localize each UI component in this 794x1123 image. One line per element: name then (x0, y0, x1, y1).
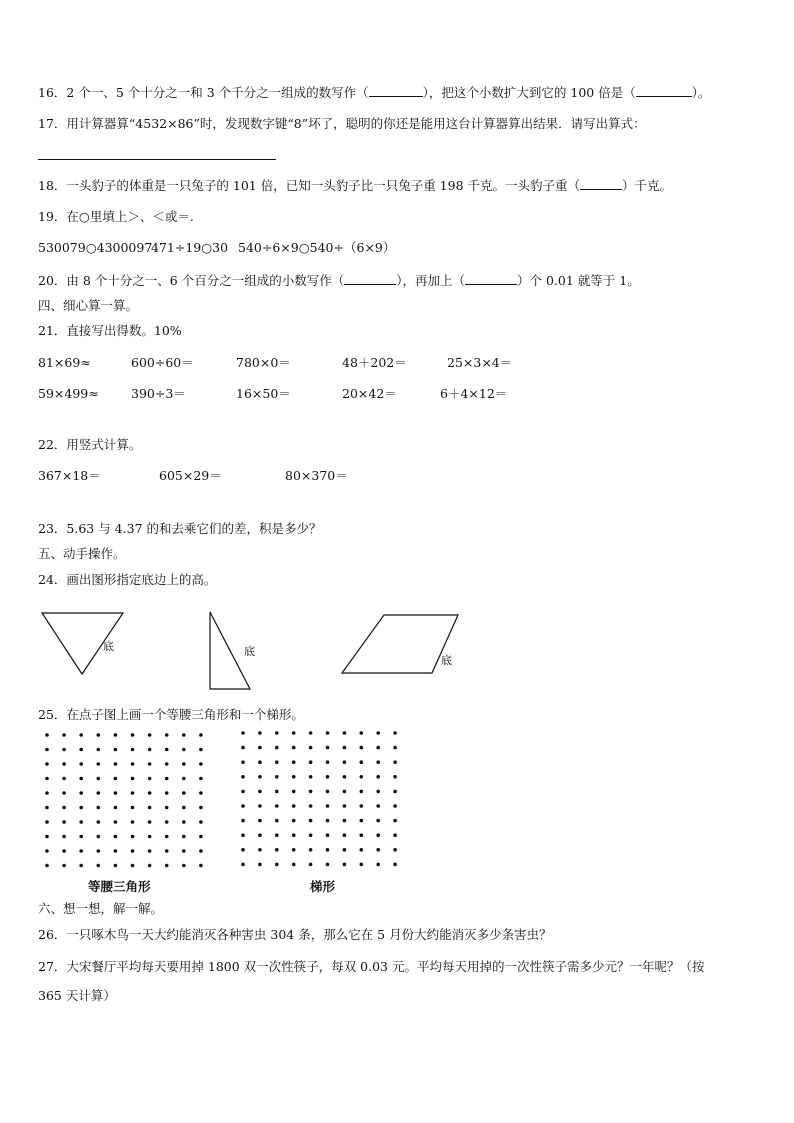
grid-dot[interactable] (275, 760, 279, 764)
grid-dot[interactable] (326, 848, 330, 852)
grid-dot[interactable] (292, 804, 296, 808)
grid-dot[interactable] (165, 806, 169, 810)
grid-dot[interactable] (131, 748, 135, 752)
grid-dot[interactable] (326, 790, 330, 794)
calc-item: 48＋202＝ (342, 355, 407, 370)
q19-item: 471÷19○30 (151, 240, 229, 255)
grid-dot[interactable] (393, 760, 397, 764)
grid-dot[interactable] (360, 863, 364, 867)
grid-dot[interactable] (258, 863, 262, 867)
grid-dot[interactable] (275, 819, 279, 823)
section-heading: 四、细心算一算。 (38, 298, 139, 313)
grid-dot[interactable] (131, 791, 135, 795)
grid-dot[interactable] (258, 790, 262, 794)
grid-dot[interactable] (62, 864, 66, 868)
grid-dot[interactable] (114, 791, 118, 795)
grid-dot[interactable] (326, 804, 330, 808)
question-24-title: 24．画出图形指定底边上的高。 (38, 572, 217, 587)
grid-dot[interactable] (131, 849, 135, 853)
grid-dot[interactable] (199, 835, 203, 839)
grid-dot[interactable] (199, 733, 203, 737)
grid-dot[interactable] (360, 775, 364, 779)
grid-dot[interactable] (343, 790, 347, 794)
grid-dot[interactable] (79, 864, 83, 868)
grid-dot[interactable] (343, 775, 347, 779)
grid-dot[interactable] (199, 820, 203, 824)
grid-dot[interactable] (165, 849, 169, 853)
grid-dot[interactable] (241, 863, 245, 867)
grid-dot[interactable] (165, 777, 169, 781)
grid-dot[interactable] (114, 762, 118, 766)
grid-dot[interactable] (97, 835, 101, 839)
grid-dot[interactable] (292, 790, 296, 794)
calc-item: 605×29＝ (159, 468, 222, 483)
grid-dot[interactable] (182, 791, 186, 795)
grid-dot[interactable] (165, 820, 169, 824)
grid-dot[interactable] (165, 733, 169, 737)
grid-dot[interactable] (114, 806, 118, 810)
grid-dot[interactable] (275, 804, 279, 808)
grid-dot[interactable] (258, 760, 262, 764)
grid-dot[interactable] (376, 760, 380, 764)
grid-dot[interactable] (292, 746, 296, 750)
grid-dot[interactable] (182, 835, 186, 839)
grid-dot[interactable] (79, 820, 83, 824)
grid-dot[interactable] (275, 848, 279, 852)
grid-dot[interactable] (62, 820, 66, 824)
grid-dot[interactable] (343, 731, 347, 735)
grid-dot[interactable] (343, 848, 347, 852)
grid-dot[interactable] (241, 731, 245, 735)
grid-dot[interactable] (376, 790, 380, 794)
grid-dot[interactable] (343, 819, 347, 823)
grid-dot[interactable] (148, 849, 152, 853)
grid-dot[interactable] (258, 731, 262, 735)
grid-dot[interactable] (114, 864, 118, 868)
grid-dot[interactable] (343, 863, 347, 867)
grid-dot[interactable] (309, 775, 313, 779)
calc-item: 81×69≈ (38, 355, 91, 370)
base-label: 底 (103, 640, 114, 653)
grid-dot[interactable] (79, 791, 83, 795)
question-19-title: 19．在○里填上＞、＜或＝. (38, 209, 194, 224)
q16-text-a: 16．2 个一、5 个十分之一和 3 个千分之一组成的数写作（ (38, 85, 369, 100)
calc-item: 80×370＝ (285, 468, 348, 483)
grid-dot[interactable] (360, 731, 364, 735)
grid-dot[interactable] (376, 775, 380, 779)
q16-text-b: ），把这个小数扩大到它的 100 倍是（ (422, 85, 636, 100)
grid-dot[interactable] (131, 762, 135, 766)
grid-dot[interactable] (258, 804, 262, 808)
grid-dot[interactable] (148, 748, 152, 752)
grid-dot[interactable] (309, 819, 313, 823)
grid-dot[interactable] (97, 733, 101, 737)
grid-dot[interactable] (326, 863, 330, 867)
grid-dot[interactable] (309, 863, 313, 867)
grid-dot[interactable] (326, 819, 330, 823)
grid-dot[interactable] (114, 820, 118, 824)
grid-dot[interactable] (148, 864, 152, 868)
grid-dot[interactable] (131, 733, 135, 737)
grid-dot[interactable] (360, 760, 364, 764)
grid-dot[interactable] (326, 775, 330, 779)
grid-dot[interactable] (79, 835, 83, 839)
q20-text-b: ），再加上（ (396, 273, 465, 288)
grid-dot[interactable] (97, 820, 101, 824)
base-label: 底 (244, 645, 255, 658)
grid-dot[interactable] (131, 820, 135, 824)
grid-dot[interactable] (165, 791, 169, 795)
q20-text-c: ）个 0.01 就等于 1。 (517, 273, 640, 288)
grid-dot[interactable] (199, 748, 203, 752)
q20-text-a: 20．由 8 个十分之一、6 个百分之一组成的小数写作（ (38, 273, 345, 288)
grid-dot[interactable] (97, 791, 101, 795)
grid-dot[interactable] (241, 819, 245, 823)
grid-dot[interactable] (97, 777, 101, 781)
grid-dot[interactable] (393, 819, 397, 823)
question-22-title: 22．用竖式计算。 (38, 437, 142, 452)
grid-dot[interactable] (165, 864, 169, 868)
calc-item: 6＋4×12＝ (440, 386, 508, 401)
grid-dot[interactable] (148, 835, 152, 839)
grid-dot[interactable] (376, 804, 380, 808)
grid-dot[interactable] (62, 849, 66, 853)
grid-dot[interactable] (343, 833, 347, 837)
grid-dot[interactable] (309, 804, 313, 808)
grid-dot[interactable] (241, 833, 245, 837)
grid-dot[interactable] (292, 863, 296, 867)
grid-dot[interactable] (393, 731, 397, 735)
section-heading: 六、想一想，解一解。 (38, 901, 164, 916)
grid-dot[interactable] (360, 819, 364, 823)
grid-dot[interactable] (114, 835, 118, 839)
question-21-title: 21．直接写出得数。10% (38, 323, 182, 338)
grid-dot[interactable] (241, 790, 245, 794)
grid-dot[interactable] (393, 863, 397, 867)
grid-dot[interactable] (182, 777, 186, 781)
grid-dot[interactable] (45, 835, 49, 839)
grid-dot[interactable] (45, 777, 49, 781)
grid-dot[interactable] (376, 833, 380, 837)
grid-dot[interactable] (45, 762, 49, 766)
grid-dot[interactable] (182, 748, 186, 752)
question-23: 23．5.63 与 4.37 的和去乘它们的差，积是多少？ (38, 521, 322, 536)
grid-dot[interactable] (376, 731, 380, 735)
grid-dot[interactable] (79, 733, 83, 737)
grid-dot[interactable] (258, 819, 262, 823)
grid-dot[interactable] (376, 848, 380, 852)
grid-dot[interactable] (292, 731, 296, 735)
grid-dot[interactable] (97, 806, 101, 810)
q16-text-c: ）。 (691, 85, 711, 100)
grid-dot[interactable] (199, 849, 203, 853)
grid-dot[interactable] (182, 864, 186, 868)
question-27-line-2: 365 天计算） (38, 988, 116, 1003)
grid-dot[interactable] (97, 849, 101, 853)
grid-dot[interactable] (275, 775, 279, 779)
grid-dot[interactable] (360, 848, 364, 852)
grid-dot[interactable] (45, 864, 49, 868)
grid-dot[interactable] (309, 833, 313, 837)
grid-dot[interactable] (326, 760, 330, 764)
grid-dot[interactable] (343, 746, 347, 750)
grid-dot[interactable] (148, 820, 152, 824)
grid-dot[interactable] (131, 777, 135, 781)
question-25-title: 25．在点子图上画一个等腰三角形和一个梯形。 (38, 707, 304, 722)
grid-dot[interactable] (292, 833, 296, 837)
grid-dot[interactable] (62, 733, 66, 737)
grid-dot[interactable] (79, 762, 83, 766)
grid-dot[interactable] (393, 833, 397, 837)
grid-dot[interactable] (309, 746, 313, 750)
grid-dot[interactable] (182, 806, 186, 810)
grid-dot[interactable] (97, 762, 101, 766)
q18-text-a: 18．一头豹子的体重是一只兔子的 101 倍，已知一头豹子比一只兔子重 198 千克。一头豹子重（ (38, 178, 581, 193)
grid-dot[interactable] (165, 762, 169, 766)
grid-dot[interactable] (393, 804, 397, 808)
grid-dot[interactable] (131, 806, 135, 810)
grid-dot[interactable] (241, 760, 245, 764)
grid-dot[interactable] (326, 746, 330, 750)
q18-text-b: ）千克。 (622, 178, 673, 193)
grid-dot[interactable] (275, 731, 279, 735)
grid-dot[interactable] (182, 820, 186, 824)
grid-dot[interactable] (309, 790, 313, 794)
grid-dot[interactable] (165, 748, 169, 752)
grid-dot[interactable] (62, 806, 66, 810)
grid-dot[interactable] (360, 804, 364, 808)
grid-dot[interactable] (62, 748, 66, 752)
grid-dot[interactable] (309, 760, 313, 764)
calc-item: 390÷3＝ (131, 386, 186, 401)
calc-item: 25×3×4＝ (447, 355, 513, 370)
grid-dot[interactable] (182, 762, 186, 766)
grid-dot[interactable] (393, 775, 397, 779)
grid-dot[interactable] (292, 819, 296, 823)
grid-dot[interactable] (199, 864, 203, 868)
grid-dot[interactable] (165, 835, 169, 839)
grid-dot[interactable] (148, 806, 152, 810)
grid-dot[interactable] (62, 777, 66, 781)
grid-dot[interactable] (79, 806, 83, 810)
grid-dot[interactable] (258, 848, 262, 852)
grid-dot[interactable] (376, 746, 380, 750)
grid-dot[interactable] (79, 777, 83, 781)
grid-dot[interactable] (258, 746, 262, 750)
calc-item: 16×50＝ (236, 386, 291, 401)
grid-dot[interactable] (292, 760, 296, 764)
dot-grid-left[interactable] (45, 733, 203, 867)
grid-dot[interactable] (241, 746, 245, 750)
calc-item: 367×18＝ (38, 468, 101, 483)
grid-dot[interactable] (148, 733, 152, 737)
grid-dot[interactable] (97, 748, 101, 752)
grid-dot[interactable] (148, 777, 152, 781)
q19-item: 530079○4300097 (38, 240, 153, 255)
grid-dot[interactable] (182, 733, 186, 737)
grid-dot[interactable] (79, 849, 83, 853)
grid-dot[interactable] (199, 777, 203, 781)
grid-dot[interactable] (199, 806, 203, 810)
grid-dot[interactable] (292, 848, 296, 852)
grid-dot[interactable] (326, 731, 330, 735)
grid-dot[interactable] (360, 790, 364, 794)
grid-dot[interactable] (45, 820, 49, 824)
grid-dot[interactable] (343, 804, 347, 808)
grid-dot[interactable] (376, 863, 380, 867)
grid-dot[interactable] (393, 790, 397, 794)
grid-dot[interactable] (275, 790, 279, 794)
section-heading: 五、动手操作。 (38, 546, 126, 561)
grid-dot[interactable] (45, 733, 49, 737)
question-26: 26．一只啄木鸟一天大约能消灭各种害虫 304 条，那么它在 5 月份大约能消灭多少条害虫？ (38, 927, 552, 942)
question-17: 17．用计算器算“4532×86”时，发现数字键“8”坏了，聪明的你还是能用这台计算器算出结果．请写出算式： (38, 116, 646, 131)
calc-item: 600÷60＝ (131, 355, 194, 370)
grid-dot[interactable] (258, 833, 262, 837)
grid-dot[interactable] (182, 849, 186, 853)
grid-dot[interactable] (199, 791, 203, 795)
grid-dot[interactable] (45, 849, 49, 853)
grid-dot[interactable] (275, 863, 279, 867)
grid-dot[interactable] (309, 848, 313, 852)
dot-grid-right[interactable] (241, 731, 397, 866)
grid-dot[interactable] (45, 806, 49, 810)
grid-dot[interactable] (309, 731, 313, 735)
grid-dot[interactable] (376, 819, 380, 823)
grid-dot[interactable] (114, 777, 118, 781)
base-label: 底 (441, 654, 452, 667)
grid-dot[interactable] (62, 835, 66, 839)
grid-dot[interactable] (131, 835, 135, 839)
calc-item: 59×499≈ (38, 386, 99, 401)
grid-caption-isosceles-triangle: 等腰三角形 (88, 879, 151, 894)
grid-dot[interactable] (393, 746, 397, 750)
grid-dot[interactable] (292, 775, 296, 779)
grid-dot[interactable] (393, 848, 397, 852)
grid-dot[interactable] (241, 775, 245, 779)
grid-dot[interactable] (114, 748, 118, 752)
grid-dot[interactable] (97, 864, 101, 868)
grid-dot[interactable] (241, 804, 245, 808)
calc-item: 780×0＝ (236, 355, 291, 370)
question-27-line-1: 27．大宋餐厅平均每天要用掉 1800 双一次性筷子，每双 0.03 元。平均每天用掉的一次性筷子需多少元？一年呢？（按 (38, 959, 705, 974)
grid-dot[interactable] (275, 833, 279, 837)
grid-dot[interactable] (241, 848, 245, 852)
grid-dot[interactable] (148, 791, 152, 795)
grid-dot[interactable] (131, 864, 135, 868)
grid-dot[interactable] (343, 760, 347, 764)
calc-item: 20×42＝ (342, 386, 397, 401)
grid-dot[interactable] (45, 791, 49, 795)
grid-dot[interactable] (148, 762, 152, 766)
grid-dot[interactable] (45, 748, 49, 752)
grid-dot[interactable] (360, 833, 364, 837)
grid-dot[interactable] (114, 849, 118, 853)
grid-caption-trapezoid: 梯形 (310, 879, 336, 894)
q19-item: 540÷6×9○540÷（6×9） (238, 240, 396, 255)
grid-dot[interactable] (326, 833, 330, 837)
grid-dot[interactable] (360, 746, 364, 750)
grid-dot[interactable] (62, 791, 66, 795)
grid-dot[interactable] (79, 748, 83, 752)
grid-dot[interactable] (275, 746, 279, 750)
grid-dot[interactable] (199, 762, 203, 766)
grid-dot[interactable] (258, 775, 262, 779)
grid-dot[interactable] (62, 762, 66, 766)
grid-dot[interactable] (114, 733, 118, 737)
